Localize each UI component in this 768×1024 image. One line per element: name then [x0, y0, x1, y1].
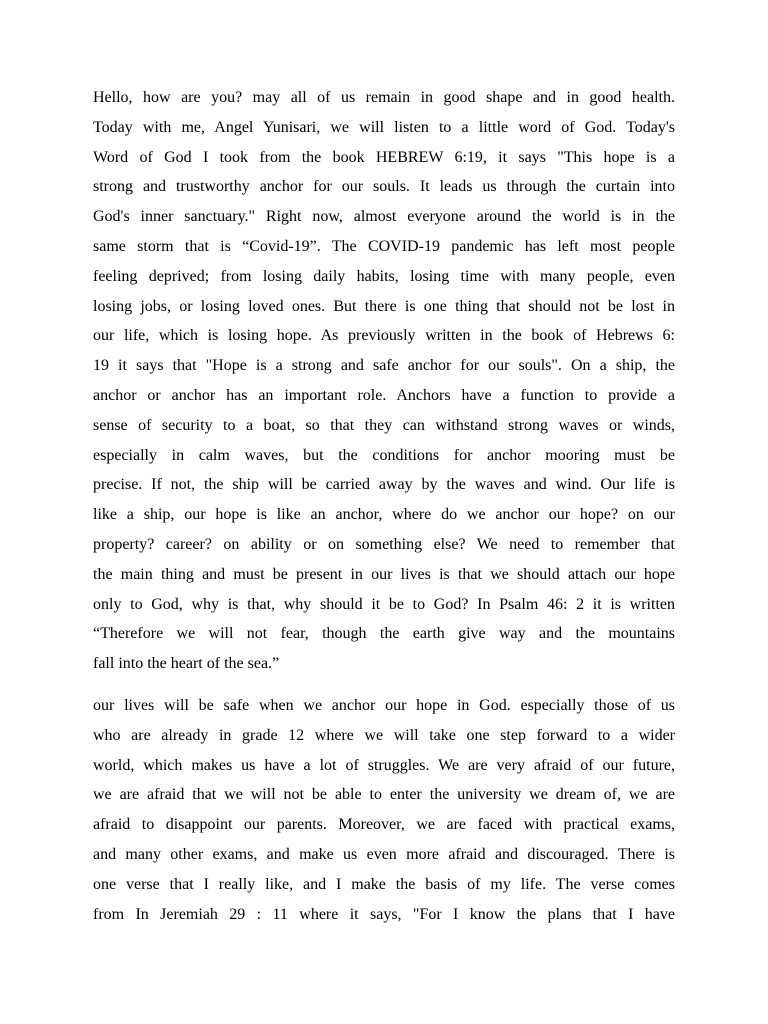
text-line: losing jobs, or losing loved ones. But there is one thing that should not be lost in: [93, 297, 675, 315]
text-line: especially in calm waves, but the conditions for anchor mooring must be: [93, 446, 675, 464]
paragraph: [93, 691, 675, 929]
text-line: feeling deprived; from losing daily habits, losing time with many people, even: [93, 267, 675, 285]
text-line: anchor or anchor has an important role. Anchors have a function to provide a: [93, 386, 675, 404]
text-line: Word of God I took from the book HEBREW 6:19, it says "This hope is a: [93, 148, 675, 166]
text-line: afraid to disappoint our parents. Moreover, we are faced with practical exams,: [93, 816, 675, 834]
document-body: [93, 83, 675, 929]
text-line: “Therefore we will not fear, though the earth give way and the mountains: [93, 625, 675, 643]
text-line: Today with me, Angel Yunisari, we will listen to a little word of God. Today's: [93, 118, 675, 136]
text-line: Hello, how are you? may all of us remain in good shape and in good health.: [93, 89, 675, 106]
text-line: who are already in grade 12 where we will take one step forward to a wider: [93, 726, 675, 744]
text-line: world, which makes us have a lot of struggles. We are very afraid of our future,: [93, 756, 675, 774]
text-line: only to God, why is that, why should it be to God? In Psalm 46: 2 it is written: [93, 595, 675, 613]
text-line: from In Jeremiah 29 : 11 where it says, "For I know the plans that I have: [93, 905, 675, 923]
text-line: strong and trustworthy anchor for our souls. It leads us through the curtain into: [93, 178, 675, 196]
text-line: fall into the heart of the sea.”: [93, 655, 280, 673]
text-line: property? career? on ability or on something else? We need to remember that: [93, 535, 675, 553]
text-line: our life, which is losing hope. As previously written in the book of Hebrews 6:: [93, 327, 675, 345]
text-line: we are afraid that we will not be able to enter the university we dream of, we are: [93, 786, 675, 804]
text-line: one verse that I really like, and I make the basis of my life. The verse comes: [93, 875, 675, 893]
text-line: God's inner sanctuary." Right now, almost everyone around the world is in the: [93, 208, 675, 226]
text-line: same storm that is “Covid-19”. The COVID-19 pandemic has left most people: [93, 237, 675, 255]
text-line: 19 it says that "Hope is a strong and safe anchor for our souls". On a ship, the: [93, 357, 675, 375]
text-line: the main thing and must be present in our lives is that we should attach our hope: [93, 565, 675, 583]
text-line: and many other exams, and make us even more afraid and discouraged. There is: [93, 845, 675, 863]
text-line: our lives will be safe when we anchor our hope in God. especially those of us: [93, 696, 675, 714]
text-line: sense of security to a boat, so that they can withstand strong waves or winds,: [93, 416, 675, 434]
text-line: like a ship, our hope is like an anchor, where do we anchor our hope? on our: [93, 506, 675, 524]
text-line: precise. If not, the ship will be carried away by the waves and wind. Our life is: [93, 476, 675, 494]
paragraph: [93, 83, 675, 679]
